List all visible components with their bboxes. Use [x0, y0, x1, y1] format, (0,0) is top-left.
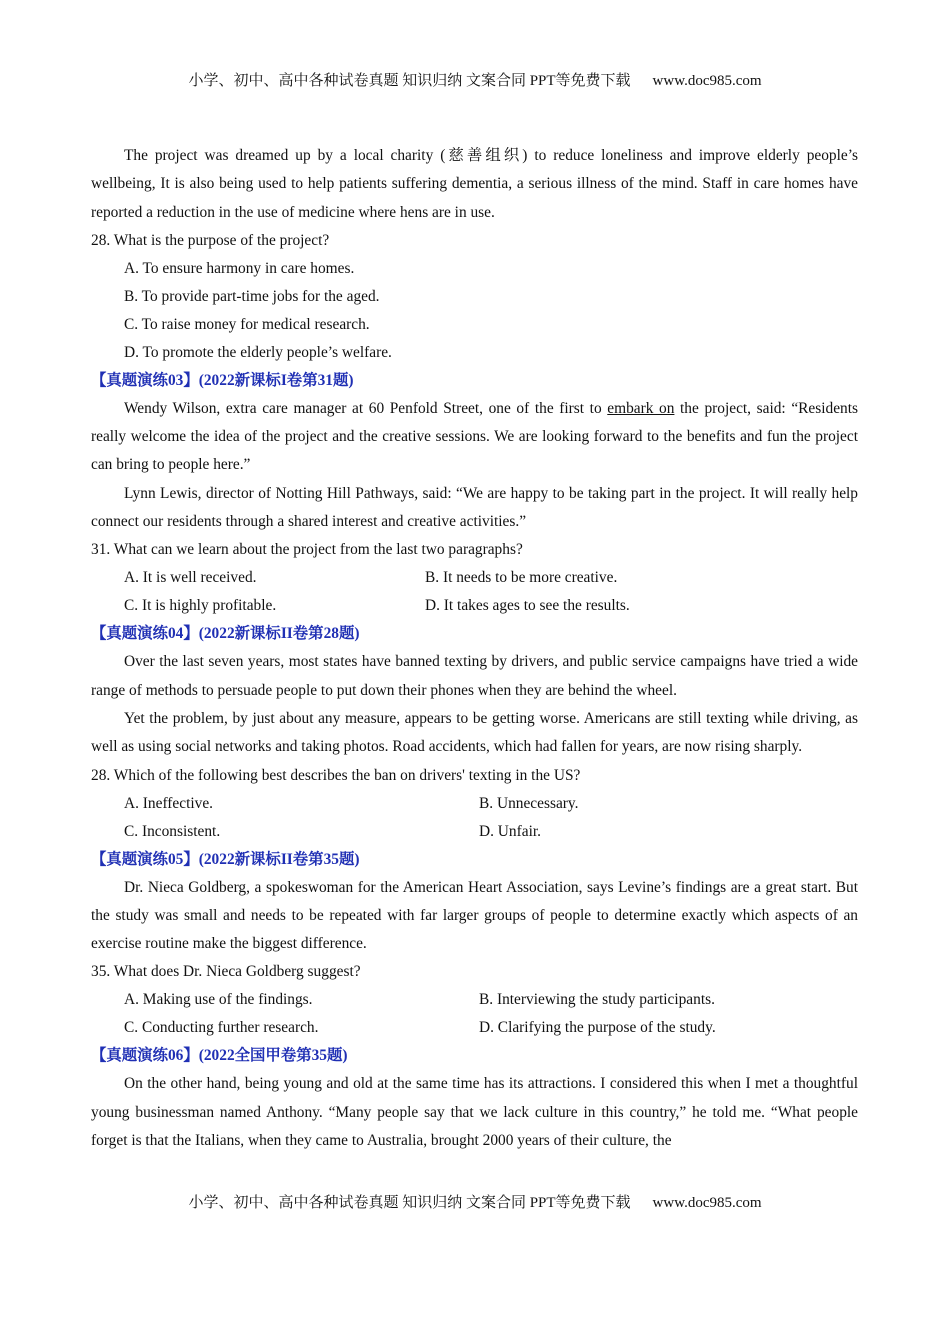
section-title-03: 【真题演练03】(2022新课标I卷第31题)	[91, 371, 354, 389]
underlined-phrase: embark on	[607, 399, 675, 417]
option-d: D. Clarifying the purpose of the study.	[479, 1019, 716, 1037]
header-site[interactable]: www.doc985.com	[652, 73, 762, 89]
footer-text: 小学、初中、高中各种试卷真题 知识归纳 文案合同 PPT等免费下载	[188, 1195, 631, 1211]
option-a: A. Ineffective.	[124, 794, 214, 812]
option-c: C. It is highly profitable.	[124, 597, 277, 615]
option-d: D. It takes ages to see the results.	[425, 597, 630, 615]
footer-site[interactable]: www.doc985.com	[652, 1195, 762, 1211]
question-31: 31. What can we learn about the project from the last two paragraphs?	[91, 541, 523, 559]
option-row	[91, 986, 858, 1014]
text-span: the project, said: “Residents really welcome the idea of the project and the creative sessions. We are looking forward to the benefits and fun the project can bring to people here.”	[91, 399, 858, 474]
option-c: C. Conducting further research.	[124, 1019, 319, 1037]
option-row	[91, 818, 858, 846]
question-28: 28. What is the purpose of the project?	[91, 231, 330, 249]
option-b: B. To provide part-time jobs for the aged.	[124, 287, 380, 305]
option-a: A. To ensure harmony in care homes.	[124, 259, 355, 277]
option-d: D. Unfair.	[479, 822, 541, 840]
header-text: 小学、初中、高中各种试卷真题 知识归纳 文案合同 PPT等免费下载	[188, 73, 631, 89]
option-a: A. It is well received.	[124, 569, 257, 587]
passage-paragraph: On the other hand, being young and old at the same time has its attractions. I considered this when I met a thoughtful young businessman named Anthony. “Many people say that we lack culture in this country,” he told me. “What people forget is that the Italians, when they came to Australia, brought 2000 years of their culture, the	[91, 1075, 858, 1150]
option-b: B. Interviewing the study participants.	[479, 991, 715, 1009]
page-footer	[0, 1191, 950, 1212]
question-28: 28. Which of the following best describes the ban on drivers' texting in the US?	[91, 766, 581, 784]
option-row	[91, 592, 858, 620]
passage-paragraph: Yet the problem, by just about any measure, appears to be getting worse. Americans are still texting while driving, as well as using social networks and taking photos. Road accidents, which had fallen for years, are now rising sharply.	[91, 709, 858, 756]
passage-paragraph: The project was dreamed up by a local charity (慈善组织) to reduce loneliness and improve elderly people’s wellbeing, It is also being used to help patients suffering dementia, a serious illness of the mind. Staff in care homes have reported a reduction in the use of medicine where hens are in use.	[91, 147, 858, 221]
option-c: C. To raise money for medical research.	[124, 315, 370, 333]
passage-paragraph: Dr. Nieca Goldberg, a spokeswoman for the American Heart Association, says Levine’s findings are a great start. But the study was small and needs to be repeated with far larger groups of people to determine exactly which aspects of an exercise routine make the biggest difference.	[91, 878, 858, 953]
option-b: B. It needs to be more creative.	[425, 569, 618, 587]
passage-paragraph	[91, 395, 858, 480]
option-a: A. Making use of the findings.	[124, 991, 313, 1009]
document-body	[91, 142, 858, 1155]
section-title-05: 【真题演练05】(2022新课标II卷第35题)	[91, 850, 360, 868]
option-row	[91, 790, 858, 818]
passage-paragraph: Lynn Lewis, director of Notting Hill Pathways, said: “We are happy to be taking part in the project. It will really help connect our residents through a shared interest and creative activities.”	[91, 484, 858, 531]
text-span: Wendy Wilson, extra care manager at 60 Penfold Street, one of the first to	[124, 399, 608, 417]
section-title-04: 【真题演练04】(2022新课标II卷第28题)	[91, 625, 360, 643]
option-row	[91, 564, 858, 592]
page-header	[0, 69, 950, 90]
question-35: 35. What does Dr. Nieca Goldberg suggest?	[91, 963, 361, 981]
option-b: B. Unnecessary.	[479, 794, 579, 812]
passage-paragraph: Over the last seven years, most states have banned texting by drivers, and public service campaigns have tried a wide range of methods to persuade people to put down their phones when they are behind the wheel.	[91, 653, 858, 699]
section-title-06: 【真题演练06】(2022全国甲卷第35题)	[91, 1047, 348, 1065]
option-row	[91, 1014, 858, 1042]
option-c: C. Inconsistent.	[124, 822, 221, 840]
option-d: D. To promote the elderly people’s welfare.	[124, 343, 392, 361]
